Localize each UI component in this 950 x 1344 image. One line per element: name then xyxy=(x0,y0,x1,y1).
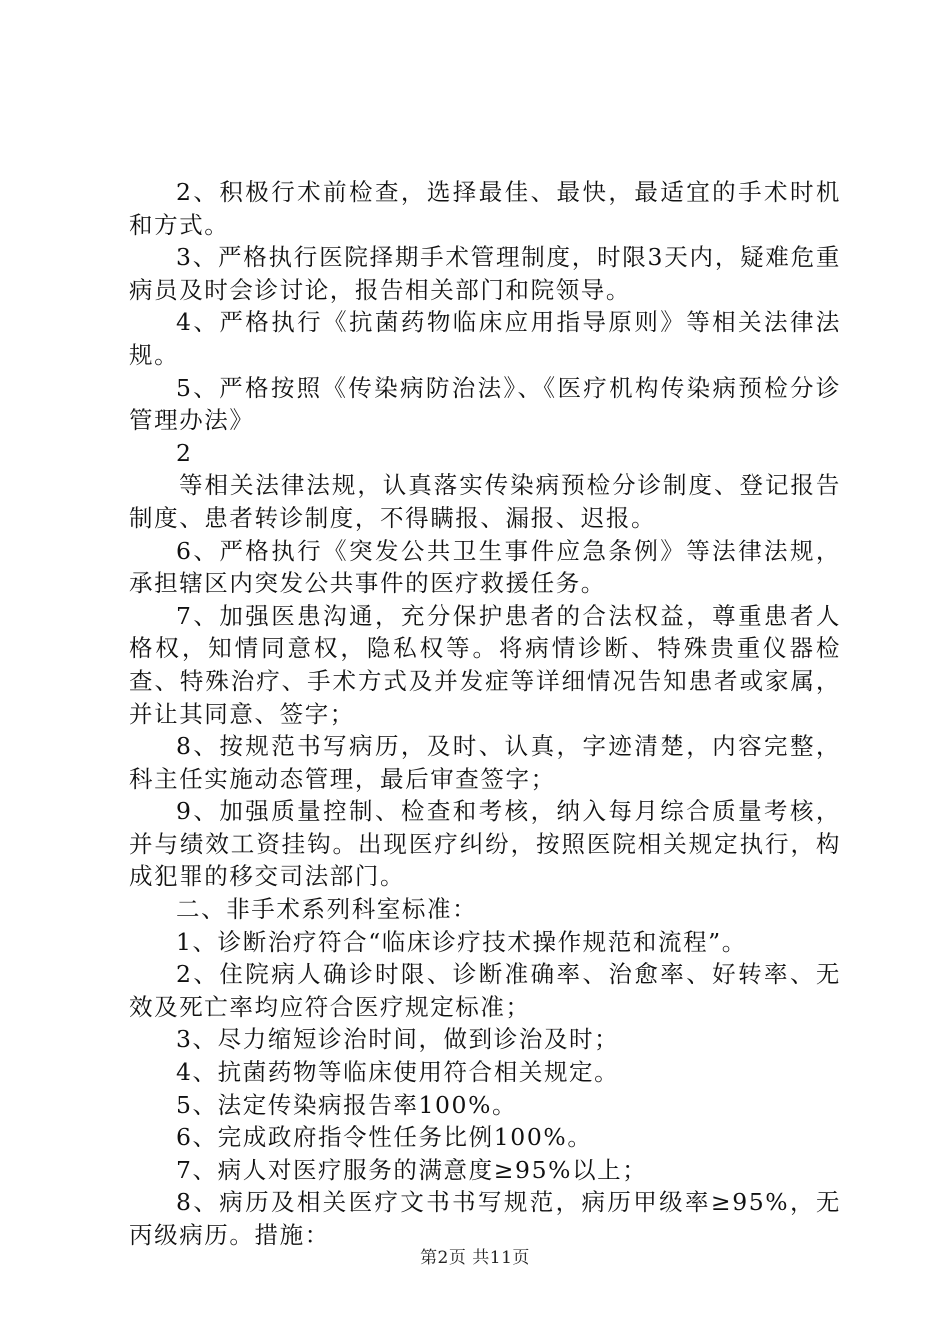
section-heading: 二、非手术系列科室标准： xyxy=(176,895,478,924)
standard-item-6: 6、完成政府指令性任务比例100%。 xyxy=(176,1123,593,1152)
paragraph-item-7: 7、加强医患沟通，充分保护患者的合法权益，尊重患者人格权，知情同意权，隐私权等。将病情诊断、特殊贵重仪器检查、特殊治疗、手术方式及并发症等详细情况告知患者或家属，并让其同意、签字； xyxy=(129,601,841,728)
paragraph-continuation: 等相关法律法规，认真落实传染病预检分诊制度、登记报告制度、患者转诊制度，不得瞒报、漏报、迟报。 xyxy=(129,471,841,532)
paragraph-item-5: 5、严格按照《传染病防治法》、《医疗机构传染病预检分诊管理办法》 xyxy=(129,373,841,435)
standard-item-2: 2、住院病人确诊时限、诊断准确率、治愈率、好转率、无效及死亡率均应符合医疗规定标准； xyxy=(129,960,841,1021)
standard-item-8: 8、病历及相关医疗文书书写规范，病历甲级率≥95%，无丙级病历。措施： xyxy=(129,1188,841,1249)
inline-page-number: 2 xyxy=(176,438,193,467)
standard-item-1: 1、诊断治疗符合“临床诊疗技术操作规范和流程”。 xyxy=(176,927,747,956)
paragraph-item-4: 4、严格执行《抗菌药物临床应用指导原则》等相关法律法规。 xyxy=(129,308,841,369)
paragraph-item-9: 9、加强质量控制、检查和考核，纳入每月综合质量考核，并与绩效工资挂钩。出现医疗纠纷，按照医院相关规定执行，构成犯罪的移交司法部门。 xyxy=(129,797,841,891)
document-body xyxy=(129,176,841,1252)
page-footer: 第2页 共11页 xyxy=(420,1248,530,1268)
paragraph-item-8: 8、按规范书写病历，及时、认真，字迹清楚，内容完整，科主任实施动态管理，最后审查签字； xyxy=(129,732,841,793)
paragraph-item-6: 6、严格执行《突发公共卫生事件应急条例》等法律法规，承担辖区内突发公共事件的医疗救援任务。 xyxy=(129,536,841,598)
standard-item-3: 3、尽力缩短诊治时间，做到诊治及时； xyxy=(176,1025,620,1054)
paragraph-item-2: 2、积极行术前检查，选择最佳、最快，最适宜的手术时机和方式。 xyxy=(129,178,841,239)
standard-item-4: 4、抗菌药物等临床使用符合相关规定。 xyxy=(176,1058,620,1087)
paragraph-item-3: 3、严格执行医院择期手术管理制度，时限3天内，疑难危重病员及时会诊讨论，报告相关部门和院领导。 xyxy=(129,243,841,304)
standard-item-7: 7、病人对医疗服务的满意度≥95%以上； xyxy=(176,1155,648,1184)
standard-item-5: 5、法定传染病报告率100%。 xyxy=(176,1090,518,1119)
